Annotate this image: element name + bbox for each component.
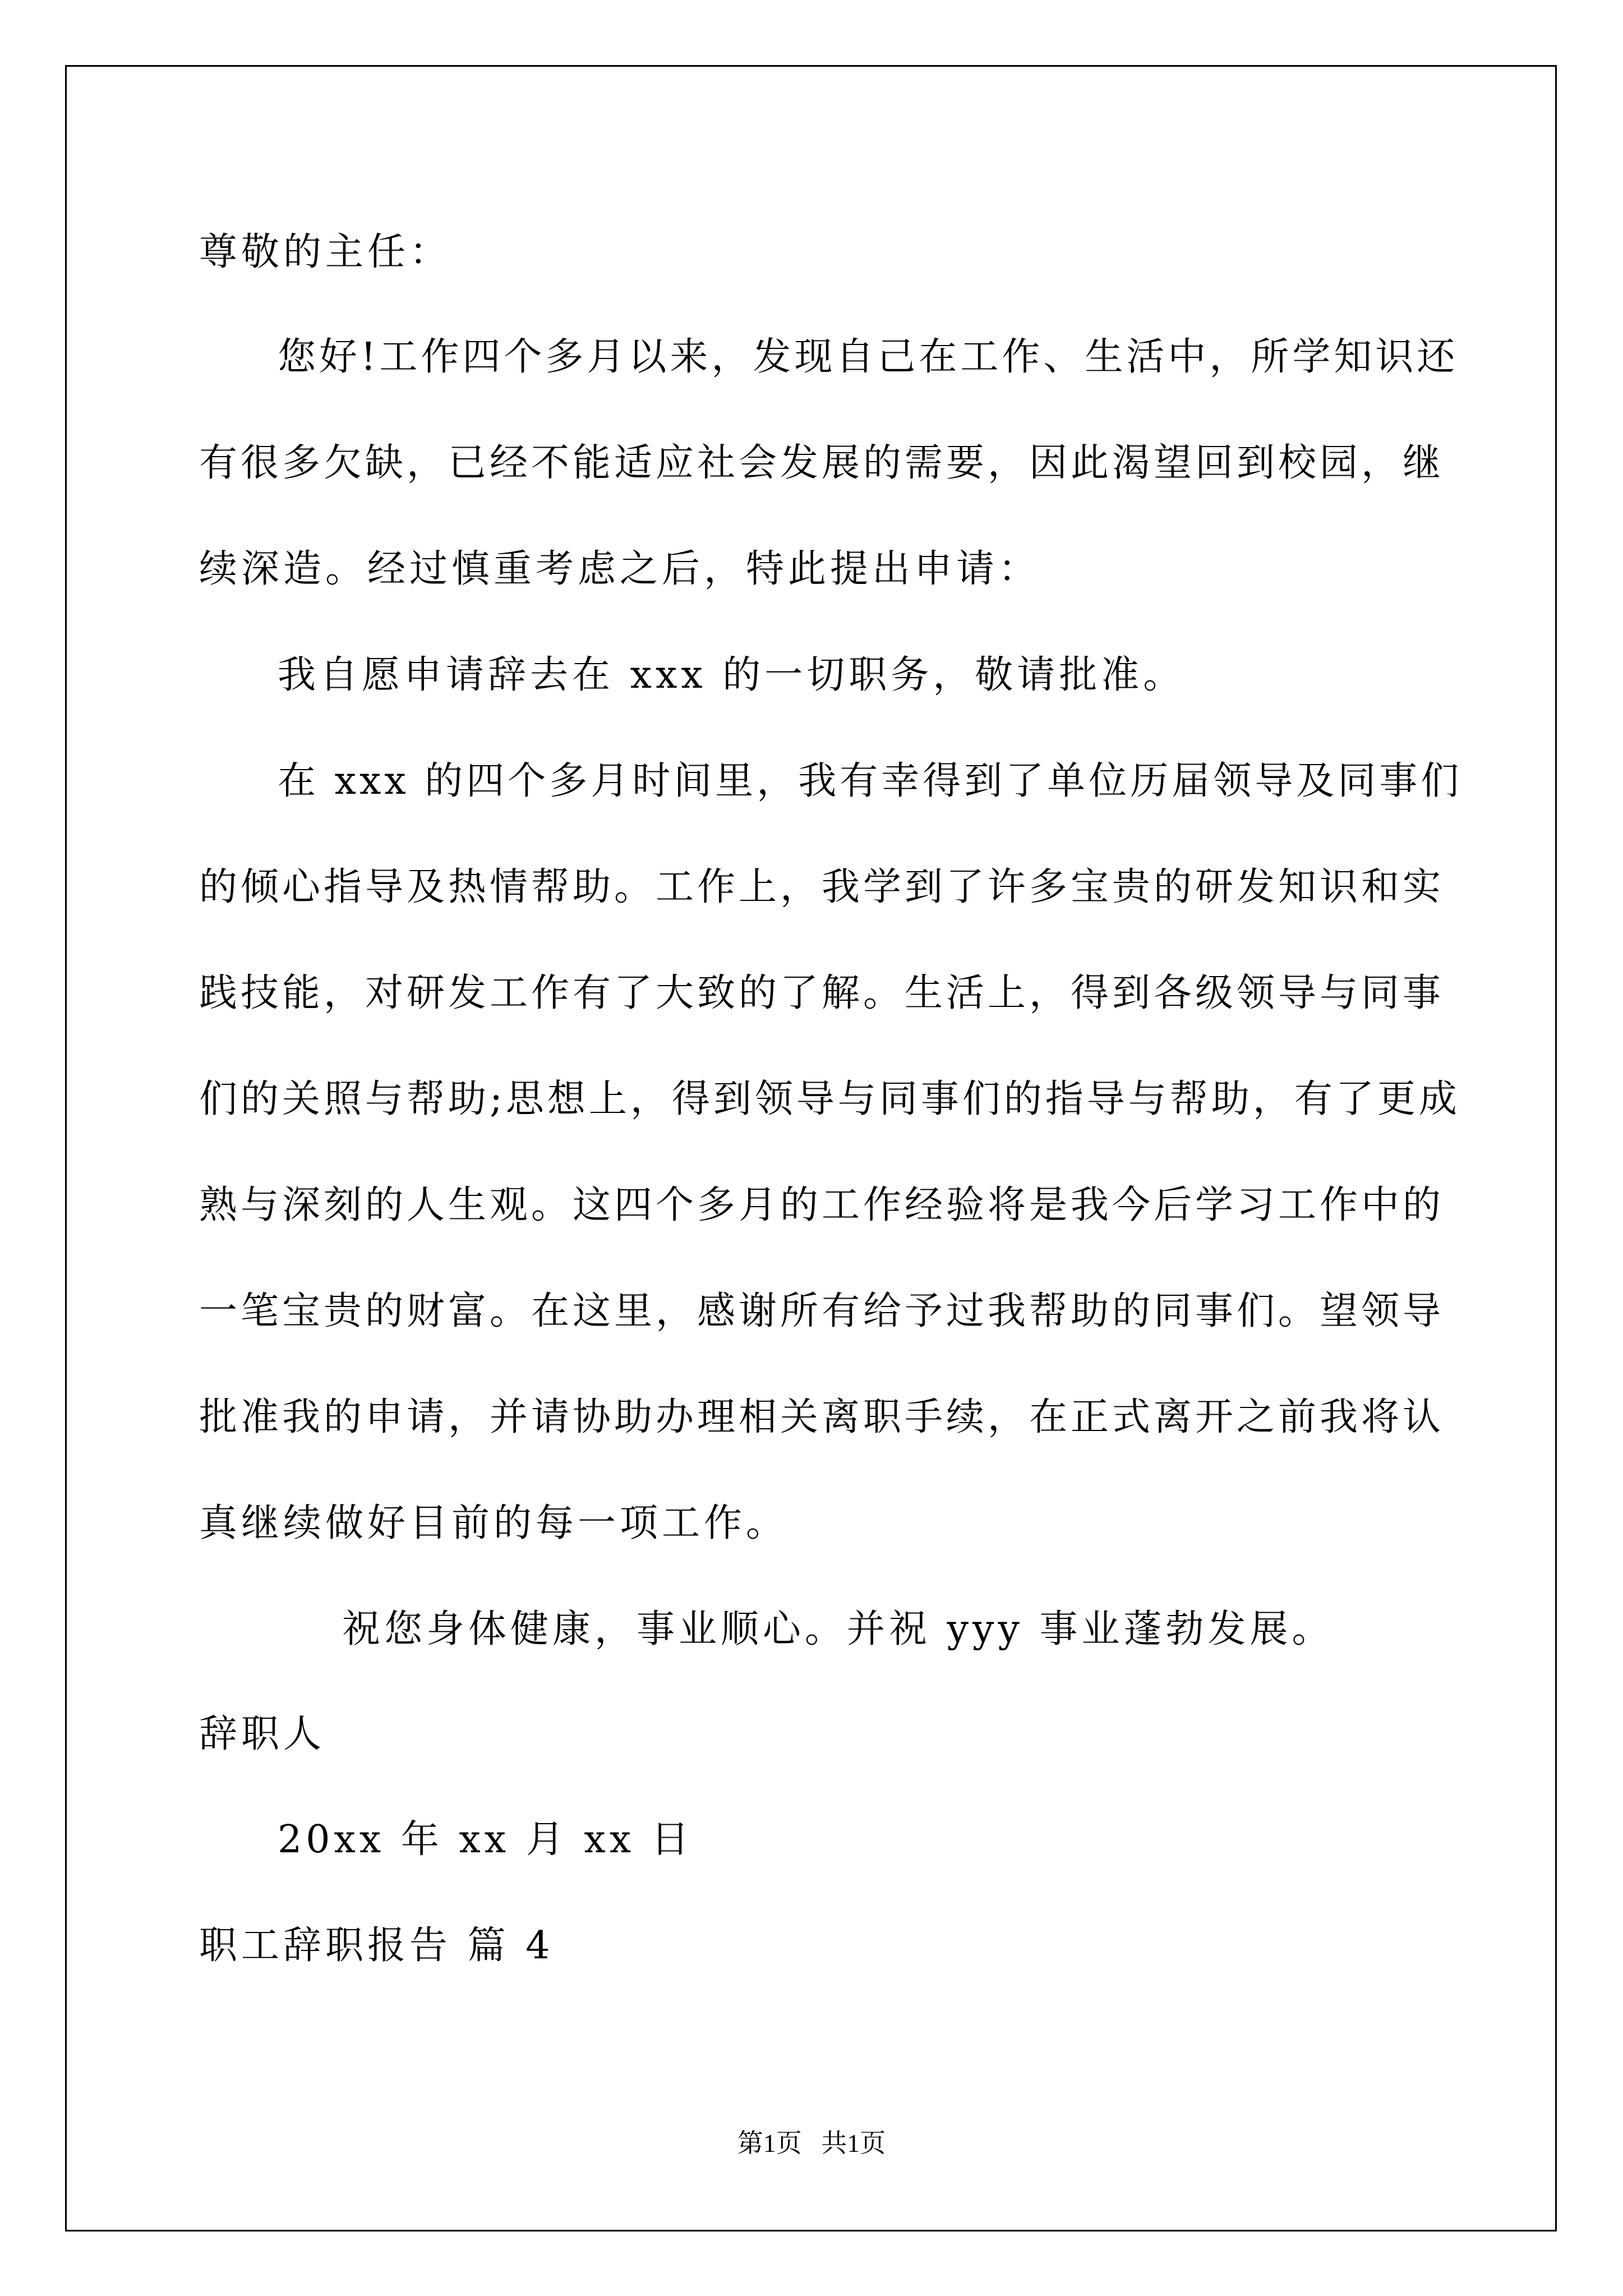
paragraph-2-line-1: 我自愿申请辞去在 xxx 的一切职务，敬请批准。 [278, 653, 1186, 697]
paragraph-1-line-2: 有很多欠缺，已经不能适应社会发展的需要，因此渴望回到校园，继 [199, 441, 1445, 485]
paragraph-3-line-4: 们的关照与帮助;思想上，得到领导与同事们的指导与帮助，有了更成 [199, 1077, 1460, 1121]
paragraph-3-line-3: 践技能，对研发工作有了大致的了解。生活上，得到各级领导与同事 [199, 971, 1445, 1015]
paragraph-3-line-2: 的倾心指导及热情帮助。工作上，我学到了许多宝贵的研发知识和实 [199, 865, 1445, 909]
paragraph-3-line-5: 熟与深刻的人生观。这四个多月的工作经验将是我今后学习工作中的 [199, 1183, 1445, 1227]
signature-label: 辞职人 [199, 1712, 326, 1756]
closing-wishes: 祝您身体健康，事业顺心。并祝 yyy 事业蓬勃发展。 [342, 1607, 1334, 1651]
paragraph-3-line-6: 一笔宝贵的财富。在这里，感谢所有给予过我帮助的同事们。望领导 [199, 1289, 1445, 1333]
page-border [65, 65, 1557, 2231]
paragraph-1-line-3: 续深造。经过慎重考虑之后，特此提出申请： [199, 547, 1041, 591]
paragraph-3-line-7: 批准我的申请，并请协助办理相关离职手续，在正式离开之前我将认 [199, 1395, 1445, 1439]
paragraph-3-line-1: 在 xxx 的四个多月时间里，我有幸得到了单位历届领导及同事们 [278, 759, 1463, 803]
salutation: 尊敬的主任： [199, 230, 452, 274]
paragraph-1-line-1: 您好!工作四个多月以来，发现自己在工作、生活中，所学知识还 [278, 335, 1459, 379]
date: 20xx 年 xx 月 xx 日 [278, 1818, 693, 1862]
paragraph-3-line-8: 真继续做好目前的每一项工作。 [199, 1501, 789, 1545]
page-number-footer: 第1页 共1页 [737, 2129, 886, 2157]
next-section-heading: 职工辞职报告 篇 4 [199, 1924, 554, 1968]
